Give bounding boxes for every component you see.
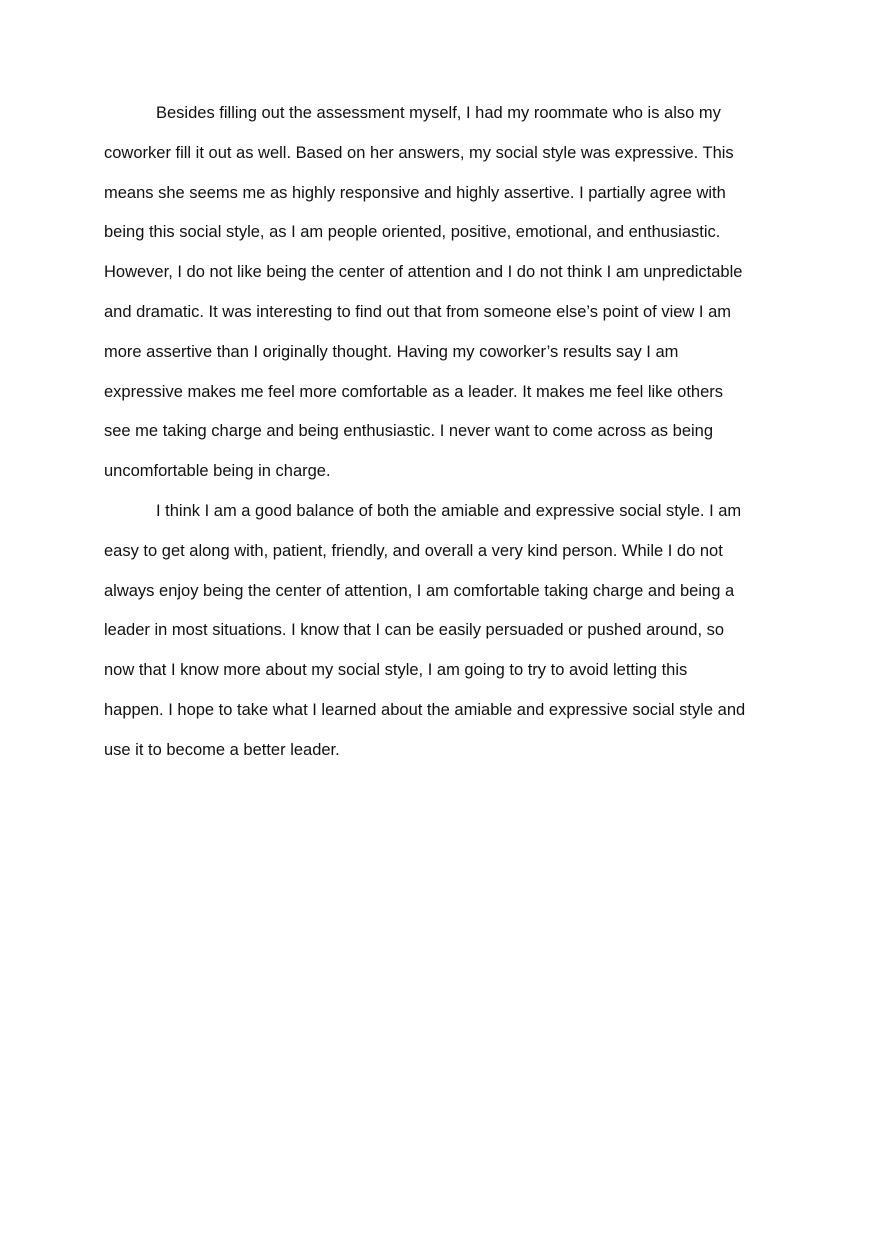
- paragraph-line: uncomfortable being in charge.: [104, 462, 331, 481]
- paragraph-line: being this social style, as I am people oriented, positive, emotional, and enthusiastic.: [104, 223, 721, 242]
- paragraph-line: easy to get along with, patient, friendly, and overall a very kind person. While I do not: [104, 541, 723, 560]
- paragraph-1: [104, 94, 780, 492]
- paragraph-line: more assertive than I originally thought. Having my coworker’s results say I am: [104, 342, 679, 361]
- paragraph-line: always enjoy being the center of attention, I am comfortable taking charge and being a: [104, 581, 735, 600]
- paragraph-line: I think I am a good balance of both the amiable and expressive social style. I am: [156, 501, 742, 520]
- paragraph-2: [104, 492, 780, 771]
- paragraph-line: means she seems me as highly responsive and highly assertive. I partially agree with: [104, 183, 726, 202]
- paragraph-line: use it to become a better leader.: [104, 740, 340, 759]
- paragraph-line: now that I know more about my social style, I am going to try to avoid letting this: [104, 661, 688, 680]
- paragraph-line: However, I do not like being the center of attention and I do not think I am unpredictable: [104, 263, 743, 282]
- paragraph-line: and dramatic. It was interesting to find out that from someone else’s point of view I am: [104, 302, 732, 321]
- paragraph-line: expressive makes me feel more comfortable as a leader. It makes me feel like others: [104, 382, 724, 401]
- document-body: [104, 94, 780, 771]
- paragraph-line: coworker fill it out as well. Based on her answers, my social style was expressive. This: [104, 143, 734, 162]
- paragraph-line: happen. I hope to take what I learned about the amiable and expressive social style and: [104, 700, 746, 719]
- paragraph-line: see me taking charge and being enthusiastic. I never want to come across as being: [104, 422, 714, 441]
- paragraph-line: Besides filling out the assessment myself, I had my roommate who is also my: [156, 104, 721, 122]
- paragraph-line: leader in most situations. I know that I can be easily persuaded or pushed around, so: [104, 621, 725, 640]
